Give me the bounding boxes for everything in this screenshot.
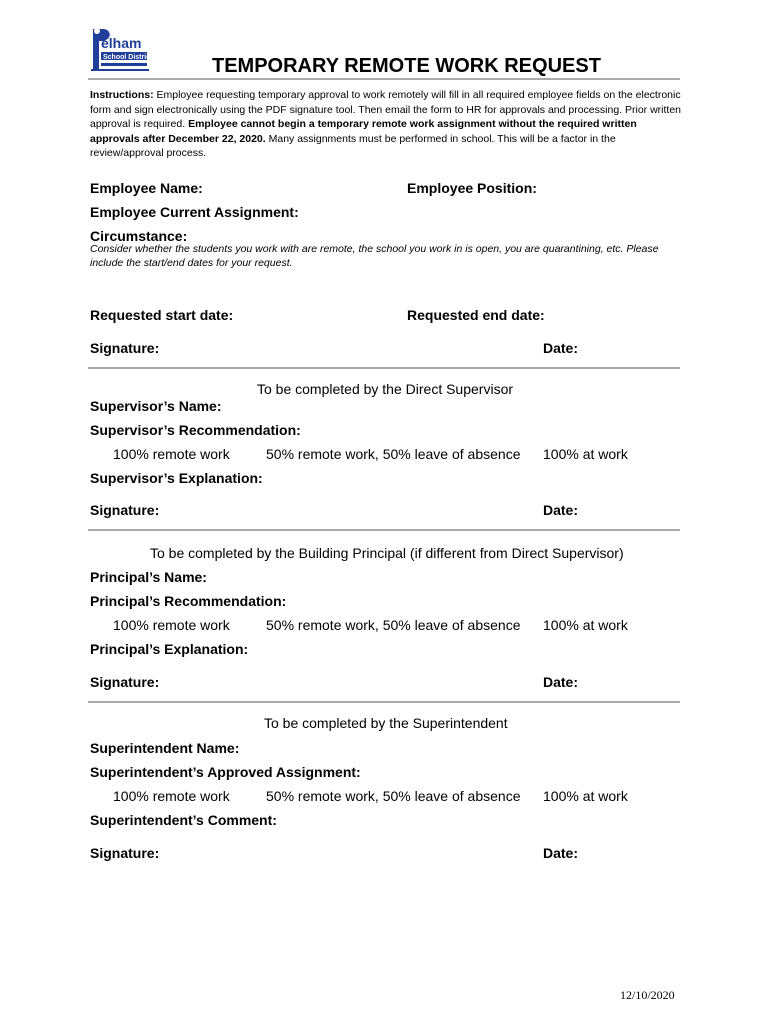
- supervisor-name-label: Supervisor’s Name:: [90, 398, 222, 414]
- district-logo-mark: [89, 25, 151, 73]
- superintendent-comment-label: Superintendent’s Comment:: [90, 812, 277, 828]
- employee-name-label: Employee Name:: [90, 180, 203, 196]
- superintendent-option-at-work[interactable]: 100% at work: [543, 788, 628, 804]
- supervisor-option-at-work[interactable]: 100% at work: [543, 446, 628, 462]
- employee-assignment-label: Employee Current Assignment:: [90, 204, 299, 220]
- section-rule: [88, 367, 680, 369]
- superintendent-assignment-label: Superintendent’s Approved Assignment:: [90, 764, 361, 780]
- instructions-bold: Employee cannot begin a temporary remote work assignment without the required written approvals after December 22, 2020.: [90, 118, 637, 145]
- instructions-label: Instructions:: [90, 89, 154, 101]
- supervisor-option-half[interactable]: 50% remote work, 50% leave of absence: [266, 446, 521, 462]
- supervisor-heading: To be completed by the Direct Supervisor: [257, 381, 514, 397]
- superintendent-date-label: Date:: [543, 845, 579, 861]
- footer-date: 12/10/2020: [620, 988, 675, 1002]
- superintendent-signature-label: Signature:: [90, 845, 160, 861]
- employee-date-label: Date:: [543, 340, 579, 356]
- supervisor-signature-label: Signature:: [90, 502, 160, 518]
- supervisor-recommendation-label: Supervisor’s Recommendation:: [90, 422, 301, 438]
- principal-name-label: Principal’s Name:: [90, 569, 207, 585]
- instructions-text-2: Many assignments must be performed in school. This will be a factor in the review/approval process.: [90, 132, 616, 160]
- employee-position-label: Employee Position:: [407, 180, 537, 196]
- section-rule: [88, 701, 680, 703]
- principal-signature-label: Signature:: [90, 674, 160, 690]
- page-title: TEMPORARY REMOTE WORK REQUEST: [212, 55, 601, 77]
- supervisor-date-label: Date:: [543, 502, 579, 518]
- end-date-label: Requested end date:: [407, 307, 545, 323]
- logo-subtitle: School District: [103, 54, 151, 61]
- principal-recommendation-label: Principal’s Recommendation:: [90, 593, 287, 609]
- title-rule: [88, 78, 680, 80]
- superintendent-heading: To be completed by the Superintendent: [264, 715, 508, 731]
- instructions-text-1: Employee requesting temporary approval to work remotely will fill in all required employee fields on the electronic form and sign electronically using the PDF signature tool. Then email the form to HR for approvals and processing. Prior written approval is required.: [90, 89, 681, 131]
- circumstance-note: Consider whether the students you work with are remote, the school you work in is open, you are quarantining, etc. Please include the start/end dates for your request.: [90, 243, 659, 270]
- superintendent-option-half[interactable]: 50% remote work, 50% leave of absence: [266, 788, 521, 804]
- section-rule: [88, 529, 680, 531]
- superintendent-option-remote[interactable]: 100% remote work: [113, 788, 230, 804]
- logo-name: elham: [101, 35, 142, 51]
- instructions: [90, 88, 682, 161]
- supervisor-option-remote[interactable]: 100% remote work: [113, 446, 230, 462]
- superintendent-name-label: Superintendent Name:: [90, 740, 240, 756]
- start-date-label: Requested start date:: [90, 307, 234, 323]
- supervisor-explanation-label: Supervisor’s Explanation:: [90, 470, 263, 486]
- principal-explanation-label: Principal’s Explanation:: [90, 641, 249, 657]
- principal-heading: To be completed by the Building Principal (if different from Direct Supervisor): [150, 545, 624, 561]
- circumstance-label: Circumstance:: [90, 228, 188, 244]
- employee-signature-label: Signature:: [90, 340, 160, 356]
- principal-option-remote[interactable]: 100% remote work: [113, 617, 230, 633]
- principal-date-label: Date:: [543, 674, 579, 690]
- district-logo: [89, 25, 151, 73]
- principal-option-at-work[interactable]: 100% at work: [543, 617, 628, 633]
- principal-option-half[interactable]: 50% remote work, 50% leave of absence: [266, 617, 521, 633]
